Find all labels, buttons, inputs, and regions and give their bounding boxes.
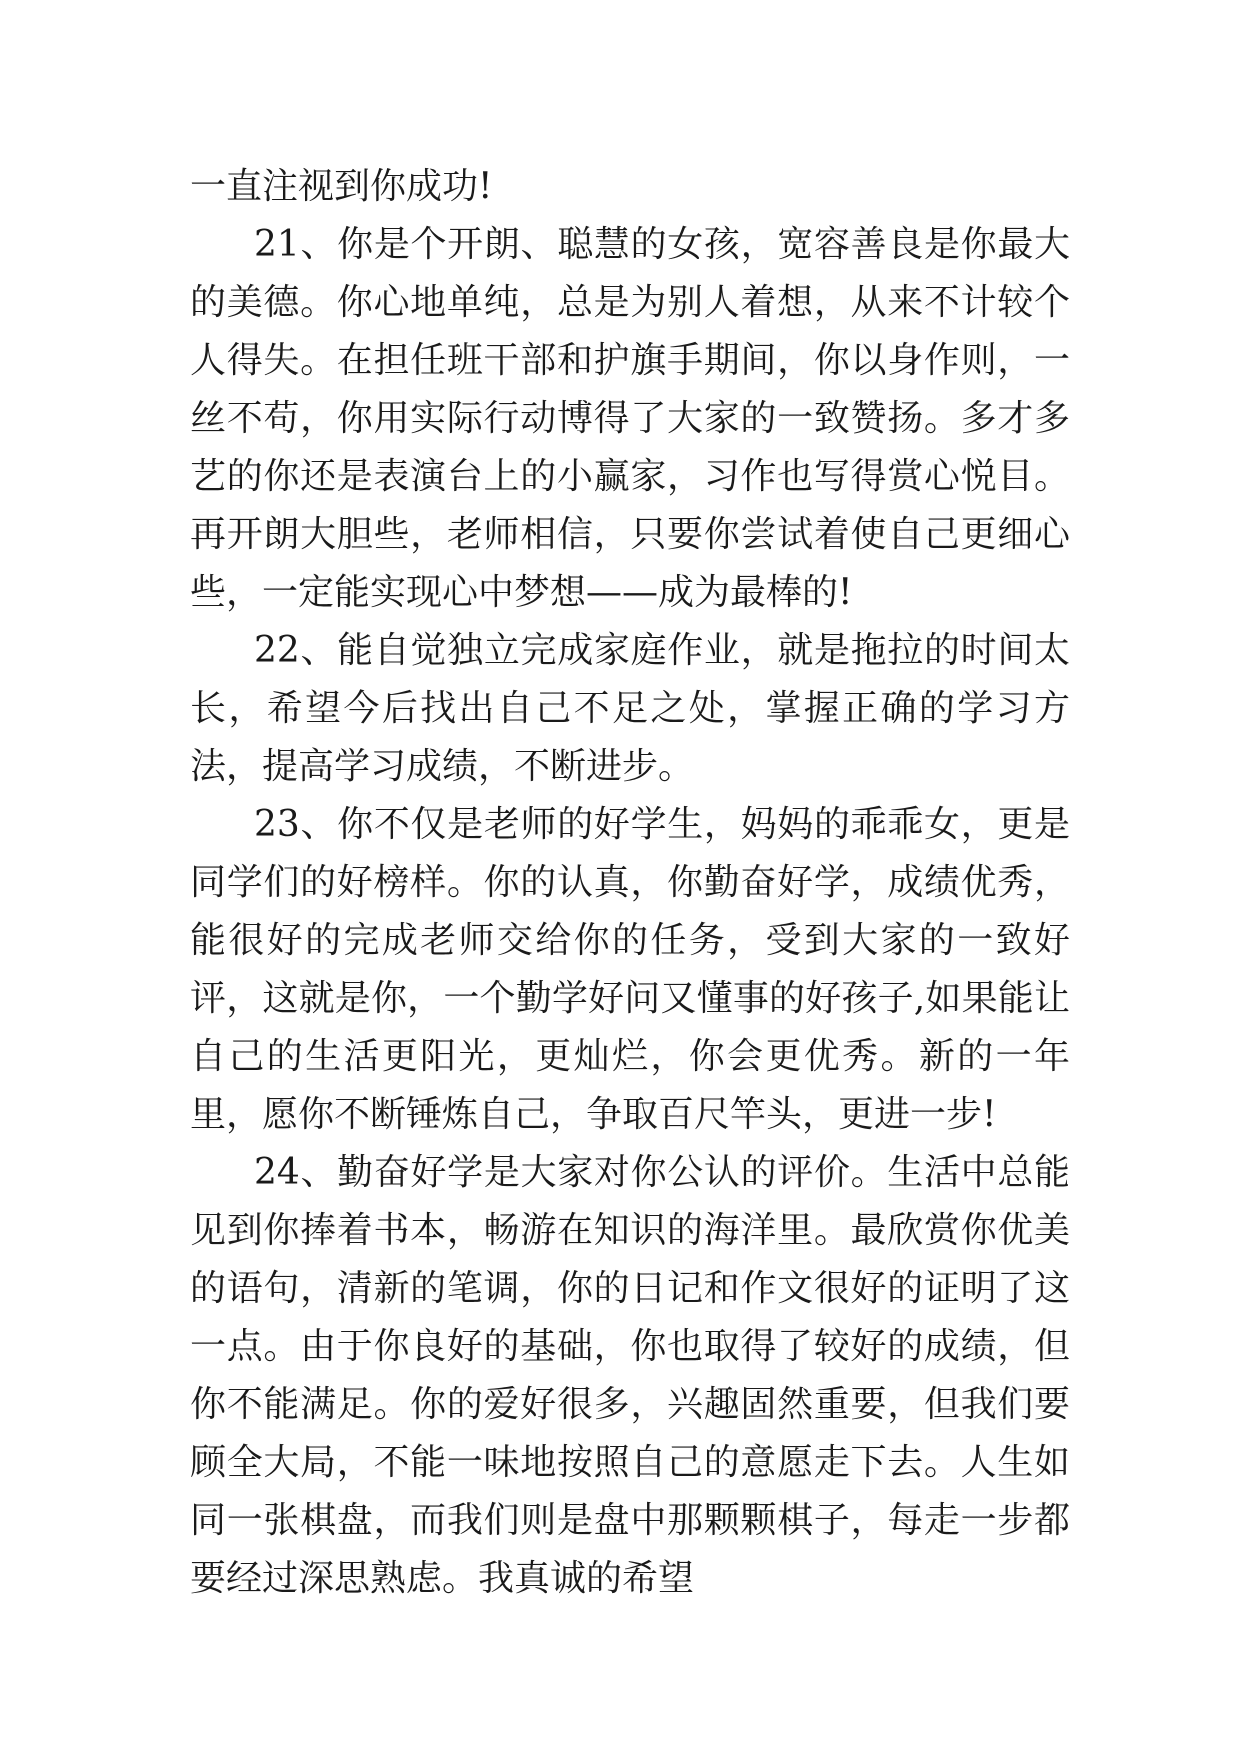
paragraph-continuation: 一直注视到你成功! xyxy=(190,166,493,207)
document-body xyxy=(190,158,1070,1608)
paragraph-22: 22、能自觉独立完成家庭作业，就是拖拉的时间太长，希望今后找出自己不足之处，掌握正确的学习方法，提高学习成绩，不断进步。 xyxy=(190,630,1070,787)
paragraph-24: 24、勤奋好学是大家对你公认的评价。生活中总能见到你捧着书本，畅游在知识的海洋里。最欣赏你优美的语句，清新的笔调，你的日记和作文很好的证明了这一点。由于你良好的基础，你也取得了较好的成绩，但你不能满足。你的爱好很多，兴趣固然重要，但我们要顾全大局，不能一味地按照自己的意愿走下去。人生如同一张棋盘，而我们则是盘中那颗颗棋子，每走一步都要经过深思熟虑。我真诚的希望 xyxy=(190,1152,1070,1599)
paragraph-21: 21、你是个开朗、聪慧的女孩，宽容善良是你最大的美德。你心地单纯，总是为别人着想，从来不计较个人得失。在担任班干部和护旗手期间，你以身作则，一丝不苟，你用实际行动博得了大家的一致赞扬。多才多艺的你还是表演台上的小赢家，习作也写得赏心悦目。再开朗大胆些，老师相信，只要你尝试着使自己更细心些，一定能实现心中梦想——成为最棒的! xyxy=(190,224,1070,613)
paragraph-23: 23、你不仅是老师的好学生，妈妈的乖乖女，更是同学们的好榜样。你的认真，你勤奋好学，成绩优秀，能很好的完成老师交给你的任务，受到大家的一致好评，这就是你，一个勤学好问又懂事的好孩子,如果能让自己的生活更阳光，更灿烂，你会更优秀。新的一年里，愿你不断锤炼自己，争取百尺竿头，更进一步! xyxy=(190,804,1070,1135)
